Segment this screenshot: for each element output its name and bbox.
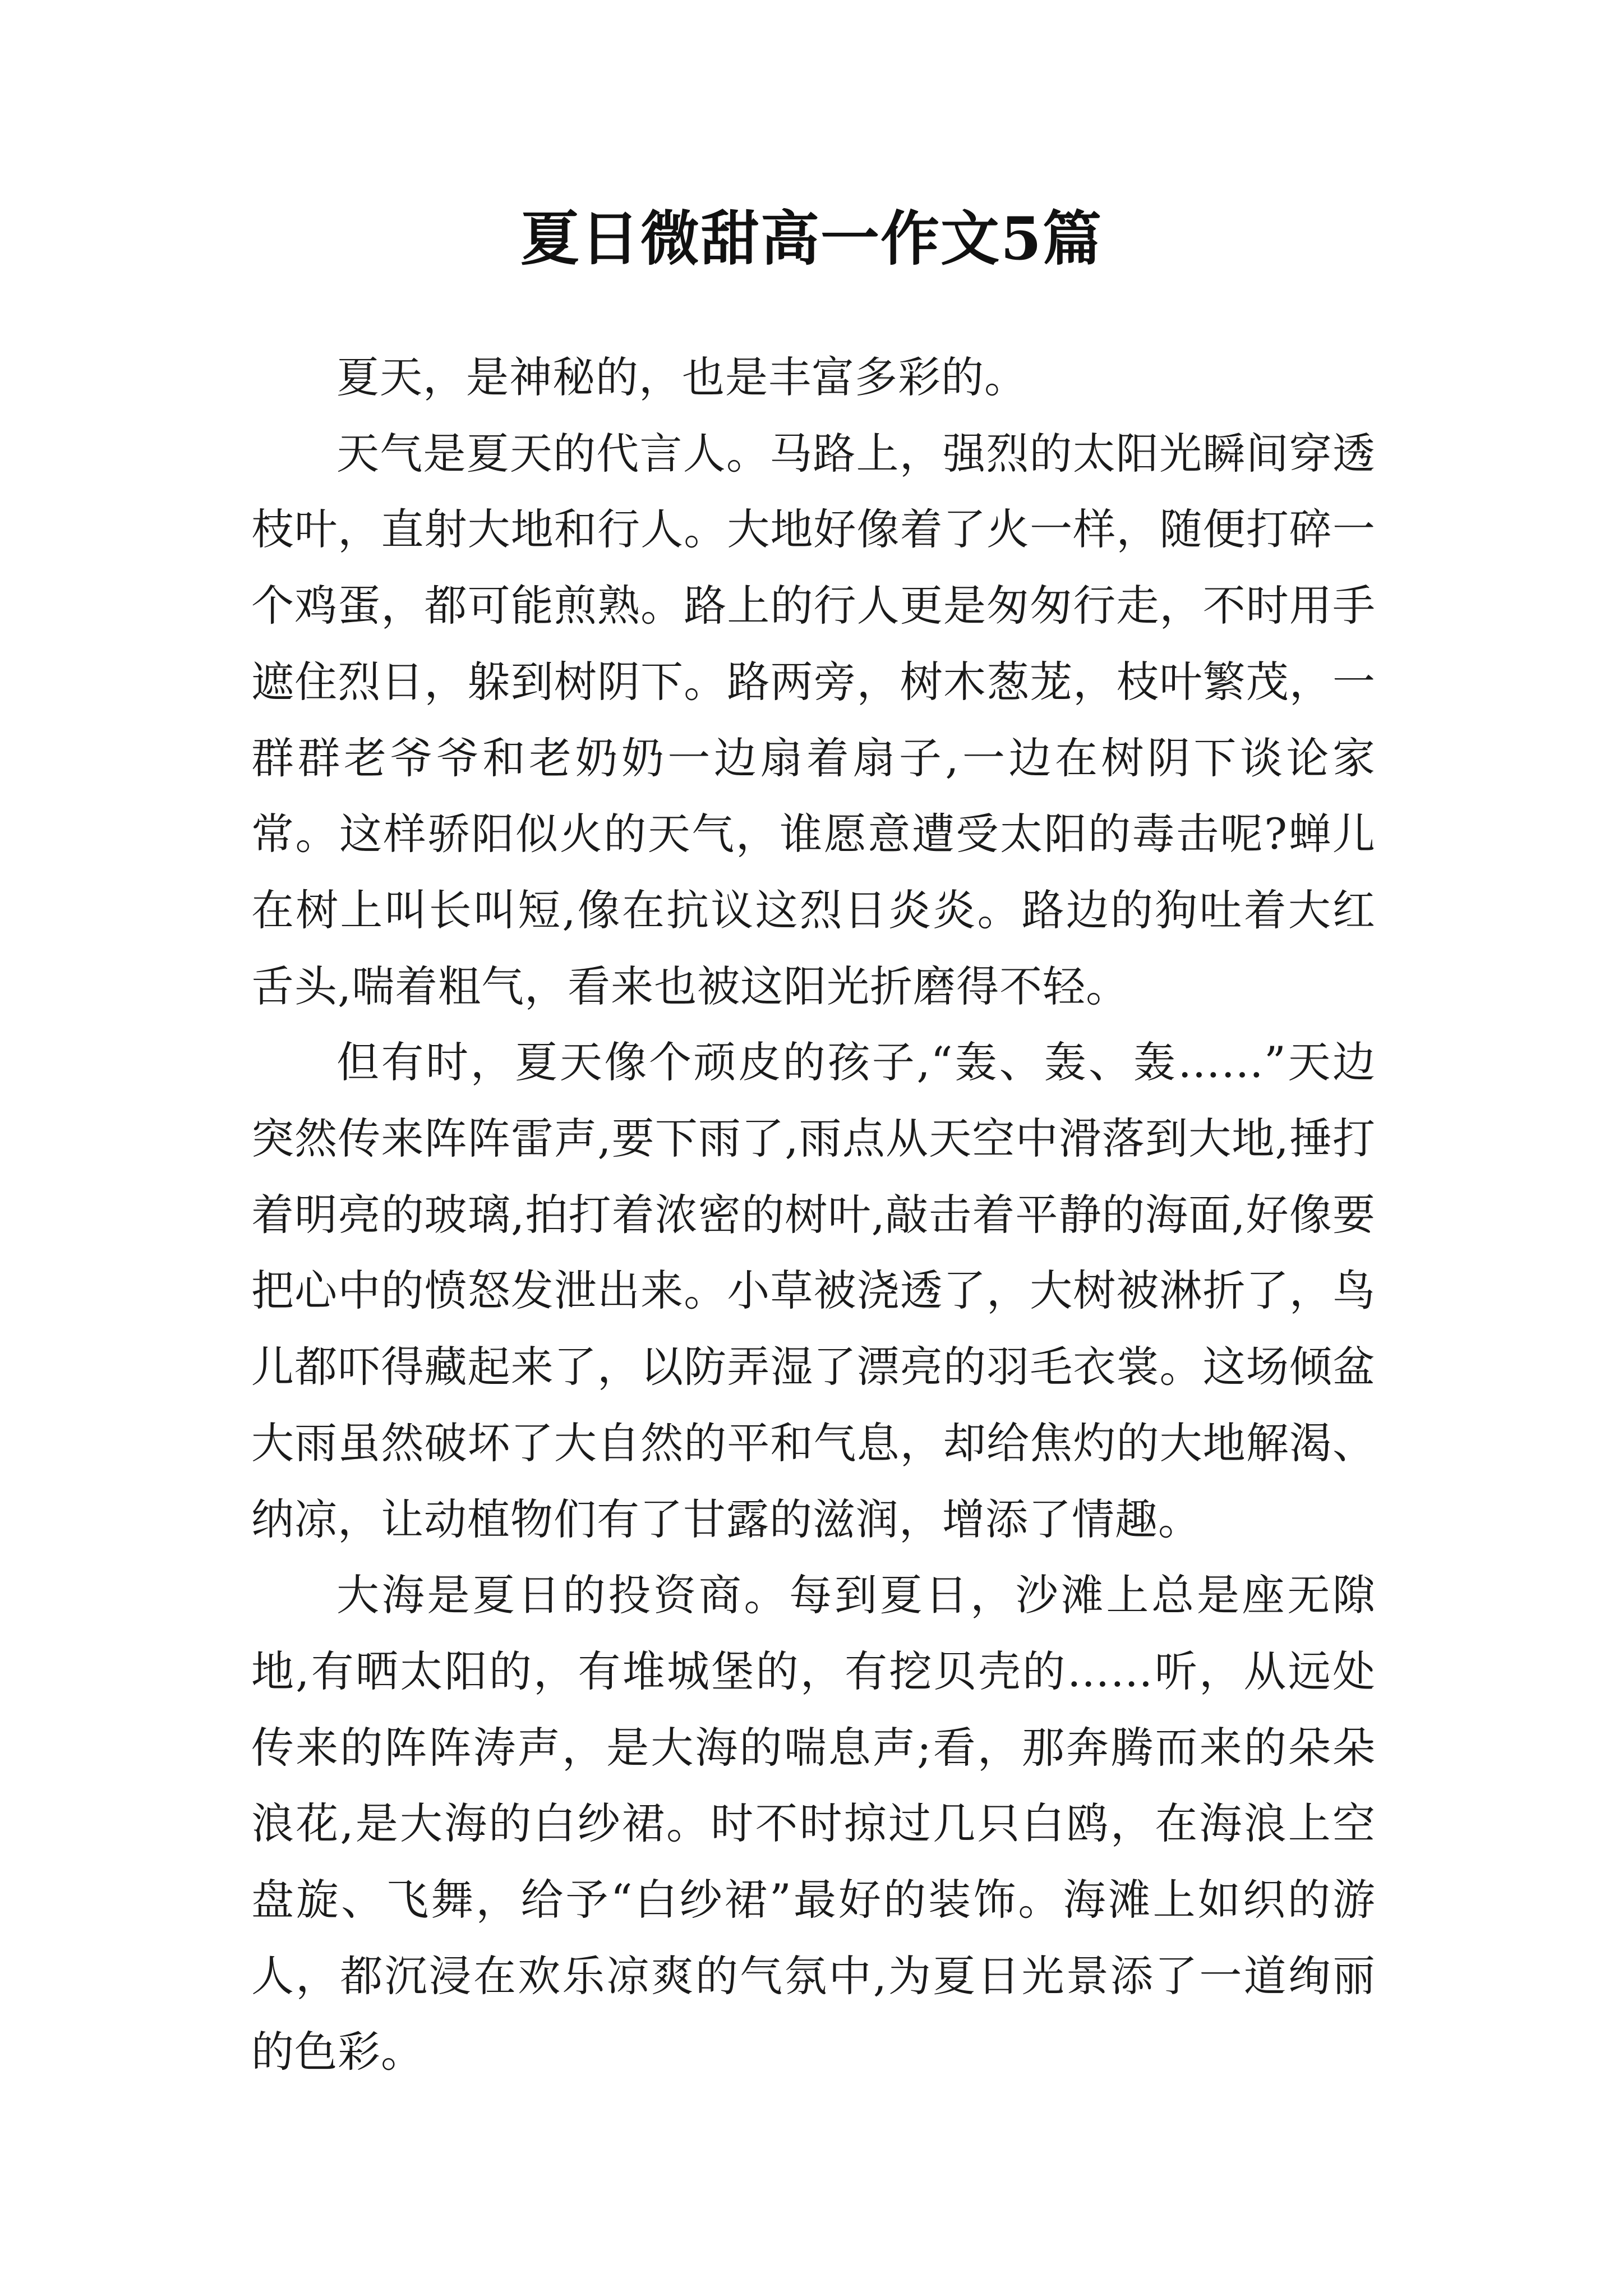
document-title: 夏日微甜高一作文5篇 bbox=[520, 204, 1103, 273]
paragraph-thunderstorm: 但有时，夏天像个顽皮的孩子,“轰、轰、轰……”天边突然传来阵阵雷声,要下雨了,雨点从天空中滑落到大地,捶打着明亮的玻璃,拍打着浓密的树叶,敲击着平静的海面,好像要把心中的愤怒发泄出来。小草被浇透了，大树被淋折了，鸟儿都吓得藏起来了，以防弄湿了漂亮的羽毛衣裳。这场倾盆大雨虽然破坏了大自然的平和气息，却给焦灼的大地解渴、纳凉，让动植物们有了甘露的滋润，增添了情趣。 bbox=[251, 1037, 1376, 1544]
paragraph-weather: 天气是夏天的代言人。马路上，强烈的太阳光瞬间穿透枝叶，直射大地和行人。大地好像着了火一样，随便打碎一个鸡蛋，都可能煎熟。路上的行人更是匆匆行走，不时用手遮住烈日，躲到树阴下。路两旁，树木葱茏，枝叶繁茂，一群群老爷爷和老奶奶一边扇着扇子,一边在树阴下谈论家常。这样骄阳似火的天气，谁愿意遭受太阳的毒击呢?蝉儿在树上叫长叫短,像在抗议这烈日炎炎。路边的狗吐着大红舌头,喘着粗气，看来也被这阳光折磨得不轻。 bbox=[251, 428, 1376, 1011]
paragraph-sea: 大海是夏日的投资商。每到夏日，沙滩上总是座无隙地,有晒太阳的，有堆城堡的，有挖贝壳的……听，从远处传来的阵阵涛声，是大海的喘息声;看，那奔腾而来的朵朵浪花,是大海的白纱裙。时不时掠过几只白鸥，在海浪上空盘旋、飞舞，给予“白纱裙”最好的装饰。海滩上如织的游人，都沉浸在欢乐凉爽的气氛中,为夏日光景添了一道绚丽的色彩。 bbox=[251, 1570, 1376, 2077]
document-body bbox=[251, 339, 1376, 2090]
paragraph-intro: 夏天，是神秘的，也是丰富多彩的。 bbox=[336, 352, 1027, 402]
